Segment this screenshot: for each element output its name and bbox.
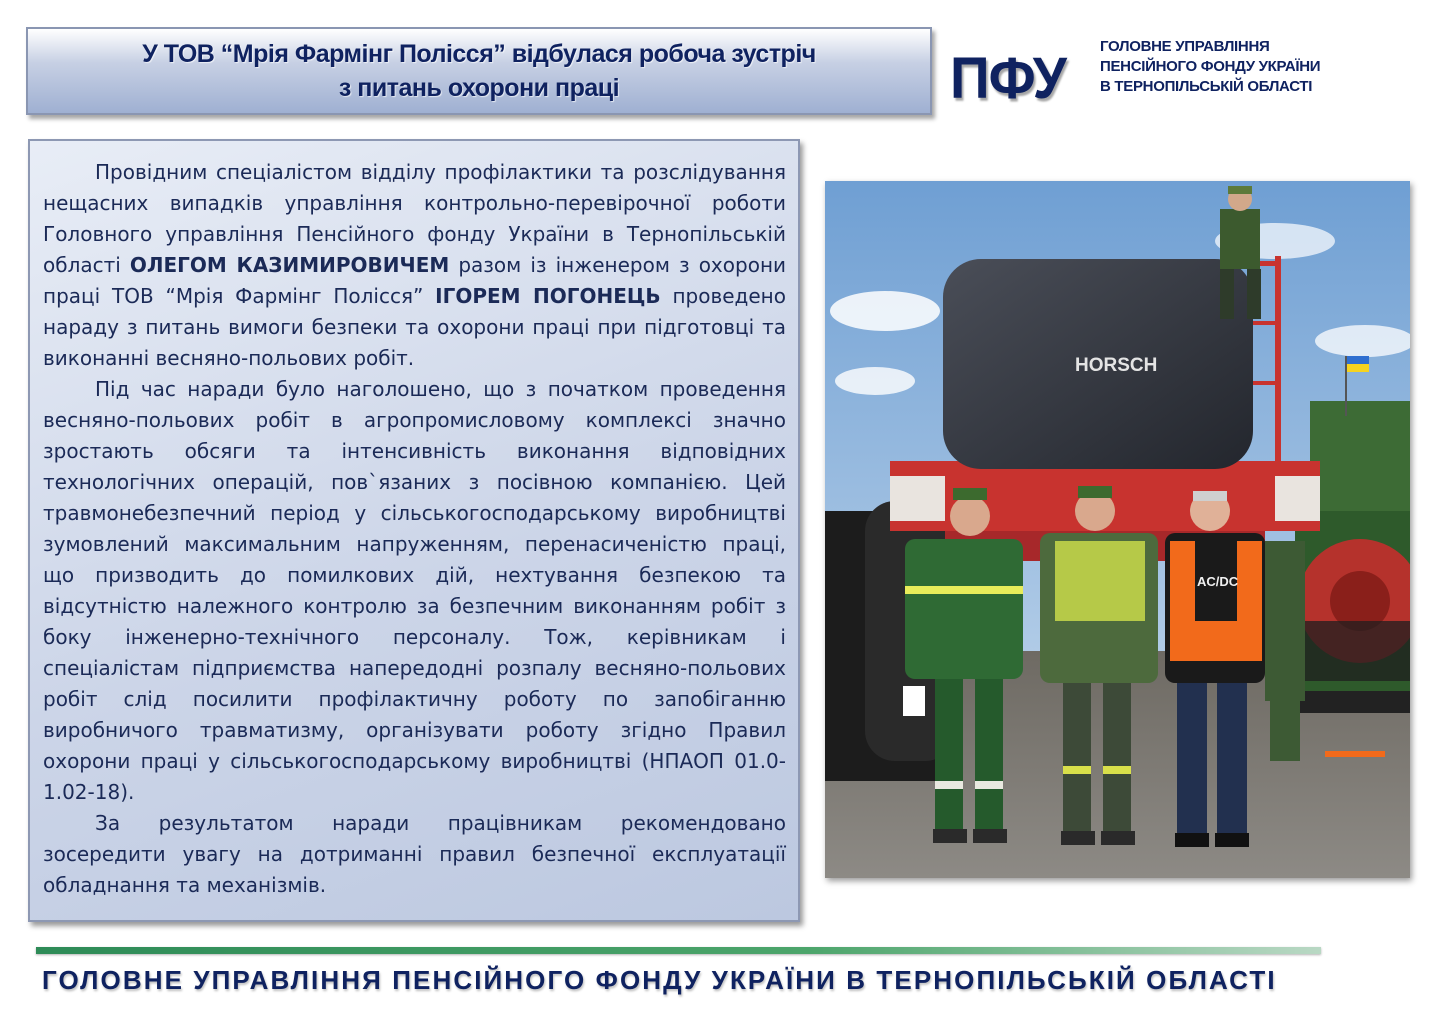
meeting-photo-illustration	[825, 181, 1410, 878]
org-name-block	[1100, 37, 1320, 97]
pfu-logo: ПФУ	[950, 46, 1066, 111]
title-line-2: з питань охорони праці	[338, 74, 620, 102]
shirt-print: AC/DC	[1197, 574, 1239, 589]
p1-text-a: Провідним спеціалістом відділу профілактики та розслідування нещасних випадків управління контрольно-перевірочної роботи Головного управління Пенсійного фонду України в Тернопільській області	[43, 160, 786, 277]
paragraph-2: Під час наради було наголошено, що з початком проведення весняно-польових робіт в агропромисловому комплексі значно зростають обсяги та інтенсивність виконання відповідних технологічних операцій, пов`язаних з посівною компанією. Цей травмонебезпечний період у сільськогосподарському виробництві зумовлений максимальним напруженням, перенасиченістю праці, що призводить до помилкових дій, нехтування безпекою та відсутністю належного контролю за безпечним виконанням робіт з боку інженерно-технічного персоналу. Тож, керівникам і спеціалістам підприємства напередодні розпалу весняно-польових робіт слід посилити профілактичну роботу по запобіганню виробничого травматизму, організувати роботу згідно Правил охорони праці у сільськогосподарському виробництві (НПАОП 01.0-1.02-18).	[43, 377, 786, 804]
tank-brand-label: HORSCH	[1075, 355, 1158, 376]
org-line-2: ПЕНСІЙНОГО ФОНДУ УКРАЇНИ	[1100, 58, 1321, 75]
footer-org-name: ГОЛОВНЕ УПРАВЛІННЯ ПЕНСІЙНОГО ФОНДУ УКРАЇНИ В ТЕРНОПІЛЬСЬКІЙ ОБЛАСТІ	[42, 965, 1277, 995]
article-panel	[28, 139, 800, 922]
org-line-3: В ТЕРНОПІЛЬСЬКІЙ ОБЛАСТІ	[1100, 78, 1313, 95]
person-name-1: ОЛЕГОМ КАЗИМИРОВИЧЕМ	[129, 253, 450, 277]
paragraph-1	[43, 157, 786, 374]
title-line-1: У ТОВ “Мрія Фармінг Полісся” відбулася робоча зустріч	[142, 40, 816, 68]
footer-divider	[36, 947, 1321, 954]
meeting-photo	[825, 181, 1410, 878]
p1-text-b: разом із інженером з охорони праці ТОВ “Мрія Фармінг Полісся”	[43, 253, 787, 308]
p1-text-c: проведено нараду з питань вимоги безпеки та охорони праці при підготовці та виконанні весняно-польових робіт.	[43, 284, 786, 370]
person-name-2: ІГОРЕМ ПОГОНЕЦЬ	[435, 284, 661, 308]
title-banner	[26, 27, 932, 115]
org-line-1: ГОЛОВНЕ УПРАВЛІННЯ	[1100, 38, 1270, 55]
paragraph-3: За результатом наради працівникам рекомендовано зосередити увагу на дотриманні правил безпечної експлуатації обладнання та механізмів.	[43, 811, 786, 897]
